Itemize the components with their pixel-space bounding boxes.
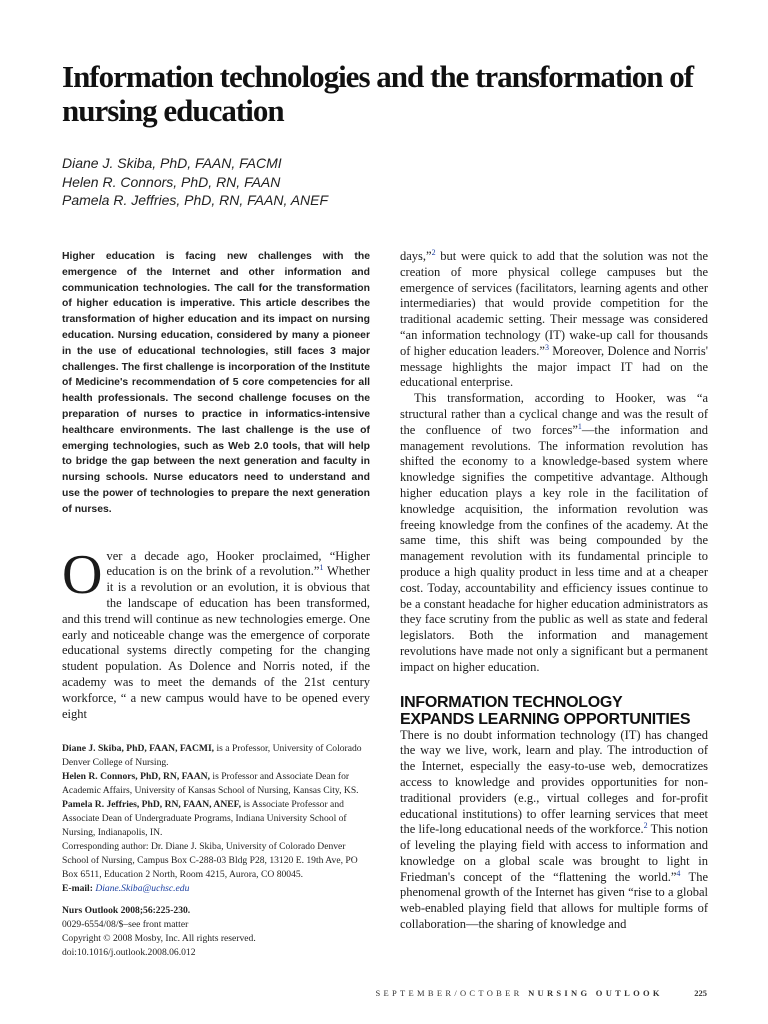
note-jeffries-desc: is Associate Professor and Associate Dean of Undergraduate Programs, Indiana University School of Nursing, Indianapolis, IN. — [62, 799, 347, 839]
text: The phenomenal growth of the Internet has given “rise to a global web-enabled playing field that allows for multiple forms of collaboration—the sharing of knowledge and — [400, 869, 708, 932]
intro-paragraph — [62, 543, 370, 723]
note-jeffries-name: Pamela R. Jeffries, PhD, RN, FAAN, ANEF, — [62, 799, 242, 811]
footer-journal: NURSING OUTLOOK — [528, 988, 663, 998]
reference-link[interactable]: 1 — [319, 563, 324, 573]
intro-text-2: Whether it is a revolution or an evolution, it is obvious that the landscape of education has been transformed, and this trend will continue as new technologies emerge. One early and noticeable change was the emergence of corporate educational systems directly competing for the changing student population. As Dolence and Norris noted, if the academy was to meet the demands of the 21st century workforce, “ a new campus would have to be opened every eight — [62, 564, 370, 721]
abstract: Higher education is facing new challenges with the emergence of the Internet and other information and communication technologies. The call for the transformation of higher education is imperative. This article describes the transformation of higher education and its impact on nursing education. Nursing education, considered by many a pioneer in the use of educational technologies, still faces 3 major challenges. The first challenge is incorporation of the Institute of Medicine's recommendation of 5 core competencies for all health professionals. The second challenge focuses on the preparation of nurses to practice in informatics-intensive healthcare environments. The last challenge is the use of emerging technologies, such as Web 2.0 tools, that will help to bridge the gap between the next generation and faculty in nursing schools. Nurse educators need to understand and use the power of technologies to prepare the next generation of nurses. — [62, 251, 370, 515]
reference-link[interactable]: 3 — [544, 342, 549, 352]
text: This notion of leveling the playing field with access to information and knowledge on a global scale was brought to light in Friedman's concept of the “flattening the world.” — [400, 822, 708, 884]
section-heading-line-1: INFORMATION TECHNOLOGY — [400, 693, 623, 711]
author-notes — [62, 742, 370, 960]
text: This transformation, according to Hooker, was “a structural rather than a cyclical change and was the result of the confluence of two forces” — [400, 391, 708, 437]
citation-copyright: Copyright © 2008 Mosby, Inc. All rights reserved. — [62, 933, 256, 945]
text: but were quick to add that the solution was not the creation of more physical college campuses but the emergence of services (facilitators, learning agents and other intermediaries) that would provide competition for the traditional academic setting. Their message was considered “an information technology (IT) wake-up call for thousands of higher education leaders.” — [400, 249, 708, 358]
note-connors-name: Helen R. Connors, PhD, RN, FAAN, — [62, 771, 210, 783]
author-connors: Helen R. Connors, PhD, RN, FAAN — [62, 173, 281, 190]
note-connors-desc: is Professor and Associate Dean for Academic Affairs, University of Kansas School of Nursing, Kansas City, KS. — [62, 771, 359, 797]
right-column — [400, 249, 708, 933]
article-title: Information technologies and the transformation of nursing education — [62, 59, 694, 128]
footer-issue: SEPTEMBER/OCTOBER — [375, 988, 523, 998]
citation-journal — [62, 904, 370, 918]
citation-journal-text: Nurs Outlook 2008;56:225-230. — [62, 905, 191, 917]
intro-text-1: ver a decade ago, Hooker proclaimed, “Higher education is on the brink of a revolution.” — [106, 548, 370, 579]
note-connors — [62, 770, 370, 798]
author-list — [62, 154, 328, 210]
email-link[interactable]: Diane.Skiba@uchsc.edu — [95, 883, 190, 895]
section-heading-line-2: EXPANDS LEARNING OPPORTUNITIES — [400, 710, 691, 728]
note-skiba-name: Diane J. Skiba, PhD, FAAN, FACMI, — [62, 743, 215, 755]
note-skiba — [62, 742, 370, 770]
text: There is no doubt information technology (IT) has changed the way we live, work, learn and play. The introduction of the Internet, especially the easy-to-use web, democratizes access to knowledge and provides opportunities for non-traditional providers (e.g., virtual colleges and for-profit educational institutions) to offer learning services that meet the life-long educational needs of the workforce. — [400, 727, 708, 837]
paragraph-it — [400, 728, 708, 933]
paragraph-continuation — [400, 249, 708, 391]
text: days,” — [400, 249, 432, 263]
citation-doi: doi:10.1016/j.outlook.2008.06.012 — [62, 947, 196, 959]
section-heading — [400, 694, 708, 728]
page-number: 225 — [694, 988, 707, 998]
text: —the information and management revolutions. The information revolution has shifted the economy to a knowledge-based system where knowledge signifies the competitive advantage. Although higher education plays a key role in the facilitation of knowledge acquisition, the information revolution was freeing knowledge from the confines of the academy. At the same time, this shift was being compounded by the management revolution with its fundamental principle to produce a high quality product in less time and at a cheaper cost. Today, accountability and efficiency issues continue to be a constant headache for higher education administrators as they face scrutiny from the public as well as state and federal legislators. Both the information and management revolutions have made not only a significant but a permanent impact on higher education. — [400, 422, 708, 674]
author-jeffries: Pamela R. Jeffries, PhD, RN, FAAN, ANEF — [62, 192, 329, 208]
reference-link[interactable]: 1 — [577, 421, 582, 431]
email-label: E-mail: — [62, 883, 93, 895]
paragraph-transformation — [400, 391, 708, 675]
author-skiba: Diane J. Skiba, PhD, FAAN, FACMI — [62, 155, 282, 171]
intro-section — [62, 543, 370, 723]
drop-cap: O — [62, 543, 103, 606]
left-column — [62, 249, 370, 960]
citation-issn: 0029-6554/08/$–see front matter — [62, 919, 189, 931]
note-skiba-desc: is a Professor, University of Colorado Denver College of Nursing. — [62, 743, 362, 769]
reference-link[interactable]: 4 — [676, 868, 681, 878]
page-footer — [376, 988, 707, 998]
reference-link[interactable]: 2 — [643, 821, 648, 831]
note-jeffries — [62, 798, 370, 840]
reference-link[interactable]: 2 — [431, 247, 436, 257]
corresponding-author: Corresponding author: Dr. Diane J. Skiba, University of Colorado Denver School of Nursing, Campus Box C-288-03 Bldg P28, 13120 E. 19th Ave, PO Box 6511, Education 2 North, Room 4215, Aurora, CO 80045. — [62, 841, 358, 881]
text: Moreover, Dolence and Norris' message highlights the major impact IT had on the educational enterprise. — [400, 343, 708, 390]
email-line — [62, 882, 370, 896]
